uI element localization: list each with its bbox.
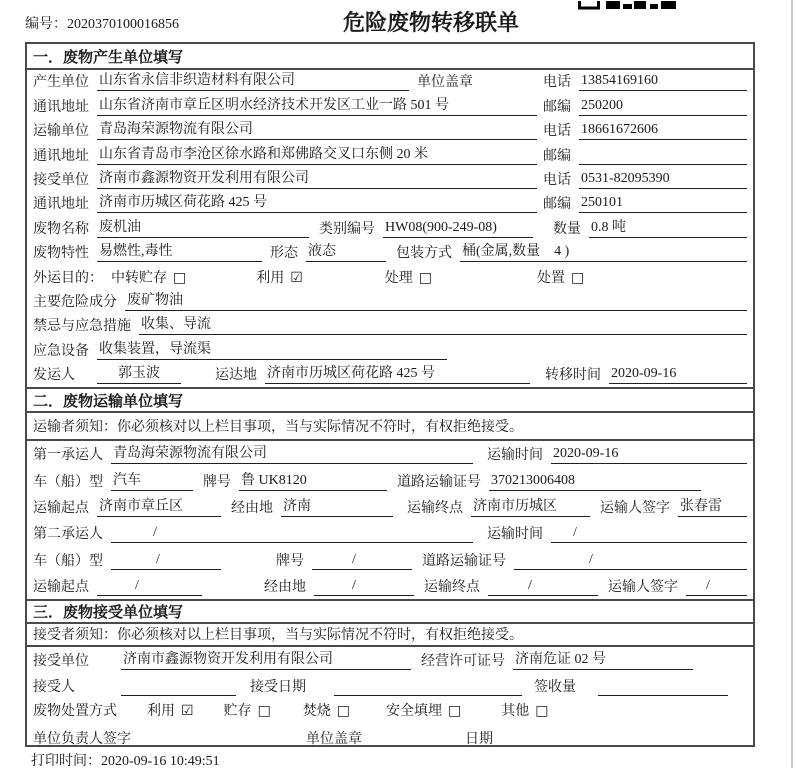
- row-second-carrier: [27, 520, 753, 546]
- acceptor-label: 接受人: [33, 679, 75, 695]
- checkbox-unchecked-icon: □: [571, 269, 585, 286]
- transfer-time-value: 2020-09-16: [609, 366, 747, 384]
- producer-address-label: 通讯地址: [33, 99, 89, 115]
- row-vehicle1: [27, 467, 753, 493]
- receiver-phone-label: 电话: [543, 172, 571, 188]
- via2-label: 经由地: [264, 579, 306, 595]
- checkbox-unchecked-icon: □: [535, 702, 549, 719]
- dispatcher-label: 发运人: [33, 368, 75, 384]
- form-table: [25, 42, 755, 747]
- page-title: 危险废物转移联单: [342, 10, 520, 35]
- carrier-sign2-value: /: [686, 578, 747, 596]
- disposal-option-other: [501, 700, 548, 720]
- option-label: 利用: [256, 270, 285, 286]
- signoff-date-label: 日期: [465, 731, 493, 747]
- checkbox-unchecked-icon: □: [173, 269, 187, 286]
- vehicle-type1-label: 车（船）型: [33, 474, 103, 490]
- row-transporter-unit: [27, 119, 753, 143]
- transport-time2-label: 运输时间: [487, 527, 543, 543]
- first-carrier-value: 青岛海荣源物流有限公司: [111, 442, 473, 464]
- terminus2-label: 运输终点: [424, 579, 480, 595]
- row-vehicle2: [27, 546, 753, 572]
- vehicle-type2-label: 车（船）型: [33, 553, 103, 569]
- via1-label: 经由地: [231, 500, 273, 516]
- page-edge-divider: [791, 0, 793, 768]
- receiver-phone-value: 0531-82095390: [579, 171, 747, 189]
- receiver-address-label: 通讯地址: [33, 197, 89, 213]
- producer-zip-label: 邮编: [543, 99, 571, 115]
- producer-unit-value: 山东省永信非织造材料有限公司: [97, 69, 409, 91]
- option-label: 中转贮存: [111, 270, 167, 286]
- receiver-zip-label: 邮编: [543, 197, 571, 213]
- transporter-zip-label: 邮编: [543, 148, 571, 164]
- road-permit1-label: 道路运输证号: [397, 474, 481, 490]
- row-waste-name: [27, 216, 753, 240]
- main-hazard-label: 主要危险成分: [33, 294, 117, 310]
- row-acceptor: [27, 673, 753, 699]
- waste-code-value: HW08(900-249-08): [383, 220, 533, 238]
- option-label: 其他: [501, 703, 530, 719]
- disposal-option-incinerate: [303, 700, 350, 720]
- transport-time1-label: 运输时间: [487, 448, 543, 464]
- row-route2: [27, 573, 753, 599]
- license-label: 经营许可证号: [421, 653, 505, 669]
- terminus1-label: 运输终点: [407, 500, 463, 516]
- producer-address-value: 山东省济南市章丘区明水经济技术开发区工业一路 501 号: [97, 94, 537, 116]
- row-receiving-unit: [27, 647, 753, 673]
- receiver-notice: 接受者须知：你必须核对以上栏目事项，当与实际情况不符时，有权拒绝接受。: [27, 624, 753, 647]
- disposal-method-label: 废物处置方式: [33, 703, 117, 719]
- purpose-option-dispose: [537, 267, 584, 287]
- checkbox-unchecked-icon: □: [336, 702, 351, 719]
- disposal-option-store: [224, 700, 271, 720]
- transporter-phone-label: 电话: [543, 124, 571, 140]
- checkbox-checked-icon: ☑: [290, 269, 303, 286]
- carrier-sign2-label: 运输人签字: [608, 579, 678, 595]
- received-amount-value: [598, 694, 728, 696]
- second-carrier-label: 第二承运人: [33, 527, 103, 543]
- vehicle-type2-value: /: [111, 552, 221, 570]
- option-label: 贮存: [223, 703, 252, 719]
- producer-phone-label: 电话: [543, 75, 571, 91]
- receiver-address-value: 济南市历城区荷花路 425 号: [97, 191, 537, 213]
- row-transfer-purpose: [27, 265, 753, 289]
- waste-qty-value: 0.8 吨: [589, 216, 747, 238]
- receiver-unit-label: 接受单位: [33, 172, 89, 188]
- transporter-phone-value: 18661672606: [579, 122, 747, 140]
- via2-value: /: [314, 578, 414, 596]
- unit-seal2-label: 单位盖章: [306, 731, 362, 747]
- disposal-option-landfill: [386, 700, 461, 720]
- transporter-address-label: 通讯地址: [33, 148, 89, 164]
- transport-time1-value: 2020-09-16: [551, 446, 747, 464]
- waste-code-label: 类别编号: [319, 221, 375, 237]
- main-hazard-value: 废矿物油: [125, 289, 747, 311]
- transporter-unit-value: 青岛海荣源物流有限公司: [97, 118, 537, 140]
- transporter-notice: 运输者须知：你必须核对以上栏目事项，当与实际情况不符时，有权拒绝接受。: [27, 413, 753, 441]
- waste-form-label: 形态: [270, 246, 298, 262]
- row-receiver-address: [27, 192, 753, 216]
- checkbox-unchecked-icon: □: [257, 702, 271, 719]
- via1-value: 济南: [281, 495, 393, 517]
- dispatcher-value: 郭玉波: [97, 362, 181, 384]
- section-receiver: [27, 599, 753, 747]
- checkbox-checked-icon: ☑: [181, 702, 194, 719]
- row-waste-traits: [27, 241, 753, 265]
- transfer-purpose-label: 外运目的：: [33, 270, 103, 286]
- row-disposal-method: [27, 699, 753, 723]
- qr-code-fragment: [578, 0, 688, 16]
- receiving-unit-value: 济南市鑫源物资开发利用有限公司: [121, 648, 411, 670]
- receiver-unit-value: 济南市鑫源物资开发利用有限公司: [97, 167, 537, 189]
- transporter-address-value: 山东省青岛市李沧区徐水路和郑佛路交叉口东侧 20 米: [97, 143, 537, 165]
- option-label: 处理: [384, 270, 413, 286]
- destination-value: 济南市历城区荷花路 425 号: [265, 362, 530, 384]
- producer-unit-label: 产生单位: [33, 75, 89, 91]
- packing-value: 桶(金属,数量 4 ): [460, 240, 747, 262]
- plate2-value: /: [312, 552, 412, 570]
- transporter-zip-value: [579, 163, 747, 165]
- road-permit1-value: 370213006408: [489, 473, 701, 491]
- carrier-sign1-value: 张春雷: [678, 495, 747, 517]
- terminus2-value: /: [488, 578, 598, 596]
- origin2-value: /: [97, 578, 202, 596]
- row-producer-address: [27, 94, 753, 118]
- section-producer: [27, 44, 753, 387]
- acceptor-value: [121, 694, 236, 696]
- terminus1-value: 济南市历城区: [471, 495, 590, 517]
- emergency-equipment-value: 收集装置，导流渠: [97, 338, 447, 360]
- transporter-unit-label: 运输单位: [33, 124, 89, 140]
- option-label: 焚烧: [302, 703, 331, 719]
- row-producer-unit: [27, 70, 753, 94]
- section-receiver-heading: 三．废物接受单位填写: [27, 601, 753, 624]
- row-route1: [27, 494, 753, 520]
- waste-form-value: 液态: [306, 240, 386, 262]
- row-first-carrier: [27, 441, 753, 467]
- first-carrier-label: 第一承运人: [33, 448, 103, 464]
- received-amount-label: 签收量: [534, 679, 576, 695]
- second-carrier-value: /: [111, 525, 473, 543]
- emergency-measures-value: 收集、导流: [139, 313, 747, 335]
- plate1-label: 牌号: [203, 474, 231, 490]
- row-dispatch: [27, 363, 753, 387]
- form-serial-number: 编号：2020370100016856: [25, 17, 179, 32]
- emergency-measures-label: 禁忌与应急措施: [33, 319, 131, 335]
- print-time: 打印时间：2020-09-16 10:49:51: [31, 754, 220, 768]
- chief-signature-label: 单位负责人签字: [33, 731, 131, 747]
- waste-name-value: 废机油: [97, 216, 309, 238]
- row-signoff: [27, 723, 753, 747]
- row-main-hazard: [27, 290, 753, 314]
- row-transporter-address: [27, 143, 753, 167]
- vehicle-type1-value: 汽车: [111, 469, 193, 491]
- transfer-time-label: 转移时间: [545, 368, 601, 384]
- chief-signature-value: [187, 746, 292, 747]
- purpose-option-treat: [385, 267, 432, 287]
- packing-label: 包装方式: [396, 246, 452, 262]
- destination-label: 运达地: [215, 368, 257, 384]
- plate2-label: 牌号: [276, 553, 304, 569]
- purpose-option-transfer-storage: [111, 267, 186, 287]
- row-emergency-measures: [27, 314, 753, 338]
- accept-date-label: 接受日期: [250, 679, 306, 695]
- unit-seal-label: 单位盖章: [417, 75, 473, 91]
- row-receiver-unit: [27, 168, 753, 192]
- plate1-value: 鲁 UK8120: [239, 469, 387, 491]
- origin1-label: 运输起点: [33, 500, 89, 516]
- waste-traits-value: 易燃性,毒性: [97, 240, 262, 262]
- option-label: 处置: [537, 270, 566, 286]
- waste-traits-label: 废物特性: [33, 246, 89, 262]
- option-label: 利用: [147, 703, 175, 719]
- purpose-option-utilize: [256, 267, 303, 287]
- section-transporter: [27, 387, 753, 599]
- checkbox-unchecked-icon: □: [448, 702, 462, 719]
- license-value: 济南危证 02 号: [513, 648, 693, 670]
- producer-zip-value: 250200: [579, 98, 747, 116]
- origin1-value: 济南市章丘区: [97, 495, 221, 517]
- section-producer-heading: 一．废物产生单位填写: [27, 44, 753, 70]
- option-label: 安全填埋: [386, 703, 443, 719]
- transport-time2-value: /: [551, 525, 747, 543]
- receiving-unit-label: 接受单位: [33, 653, 89, 669]
- road-permit2-value: /: [514, 552, 747, 570]
- checkbox-unchecked-icon: □: [418, 269, 433, 286]
- waste-qty-label: 数量: [553, 221, 581, 237]
- carrier-sign1-label: 运输人签字: [600, 500, 670, 516]
- section-transporter-heading: 二．废物运输单位填写: [27, 389, 753, 413]
- waste-name-label: 废物名称: [33, 221, 89, 237]
- receiver-zip-value: 250101: [579, 195, 747, 213]
- signoff-date-value: [511, 746, 747, 747]
- road-permit2-label: 道路运输证号: [422, 553, 506, 569]
- accept-date-value: [334, 694, 522, 696]
- producer-phone-value: 13854169160: [579, 73, 747, 91]
- disposal-option-utilize: [147, 700, 194, 720]
- row-emergency-equipment: [27, 338, 753, 362]
- origin2-label: 运输起点: [33, 579, 89, 595]
- emergency-equipment-label: 应急设备: [33, 343, 89, 359]
